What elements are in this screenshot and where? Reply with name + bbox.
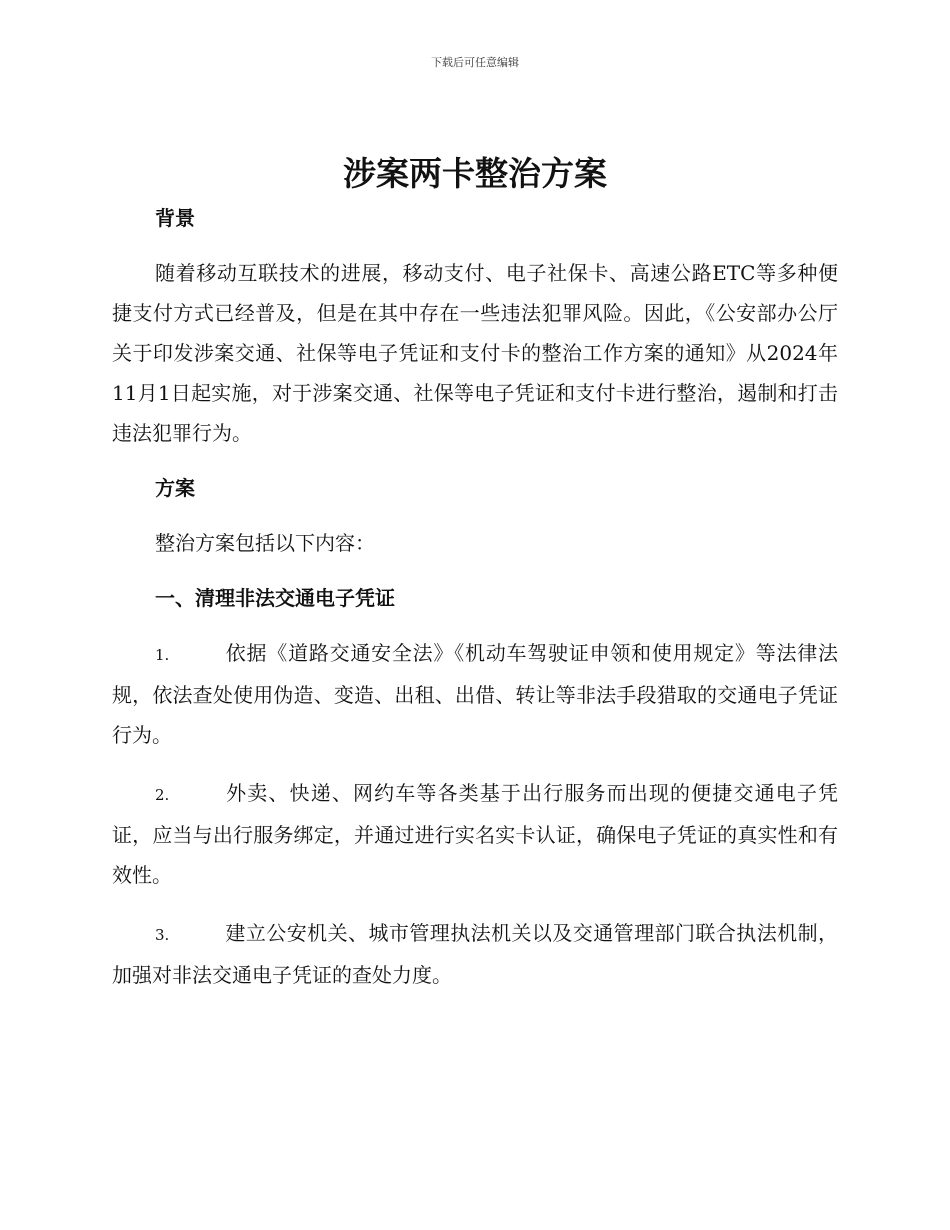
spacer [112, 755, 838, 773]
spacer [112, 508, 838, 523]
section-heading-part1: 一、清理非法交通电子凭证 [155, 586, 395, 610]
list-item-text: 依据《道路交通安全法》《机动车驾驶证申领和使用规定》等法律法规，依法查处使用伪造、变造、出租、出借、转让等非法手段猎取的交通电子凭证行为。 [112, 641, 838, 747]
list-item-text: 外卖、快递、网约车等各类基于出行服务而出现的便捷交通电子凭证，应当与出行服务绑定，并通过进行实名实卡认证，确保电子凭证的真实性和有效性。 [112, 781, 838, 887]
spacer [112, 618, 838, 633]
background-paragraph: 随着移动互联技术的进展，移动支付、电子社保卡、高速公路ETC等多种便捷支付方式已经普及，但是在其中存在一些违法犯罪风险。因此，《公安部办公厅关于印发涉案交通、社保等电子凭证和支付卡的整治工作方案的通知》从2024年11月1日起实施，对于涉案交通、社保等电子凭证和支付卡进行整治，遏制和打击违法犯罪行为。 [112, 261, 838, 445]
list-item-number: 2. [155, 786, 170, 804]
section-heading-background: 背景 [155, 206, 195, 230]
list-item [112, 773, 838, 895]
list-item-number: 1. [155, 646, 170, 664]
spacer [112, 238, 838, 253]
document-title: 涉案两卡整治方案 [343, 154, 607, 193]
list-item [112, 913, 838, 995]
list-item [112, 633, 838, 755]
list-item-number: 3. [155, 926, 170, 944]
list-item-text: 建立公安机关、城市管理执法机关以及交通管理部门联合执法机制，加强对非法交通电子凭证的查处力度。 [112, 921, 838, 987]
spacer [112, 563, 838, 578]
header-note: 下载后可任意编辑 [431, 56, 519, 69]
spacer [112, 453, 838, 468]
section-heading-plan: 方案 [155, 476, 195, 500]
spacer [112, 895, 838, 913]
document-body [112, 198, 838, 995]
plan-intro-paragraph: 整治方案包括以下内容： [155, 531, 375, 555]
